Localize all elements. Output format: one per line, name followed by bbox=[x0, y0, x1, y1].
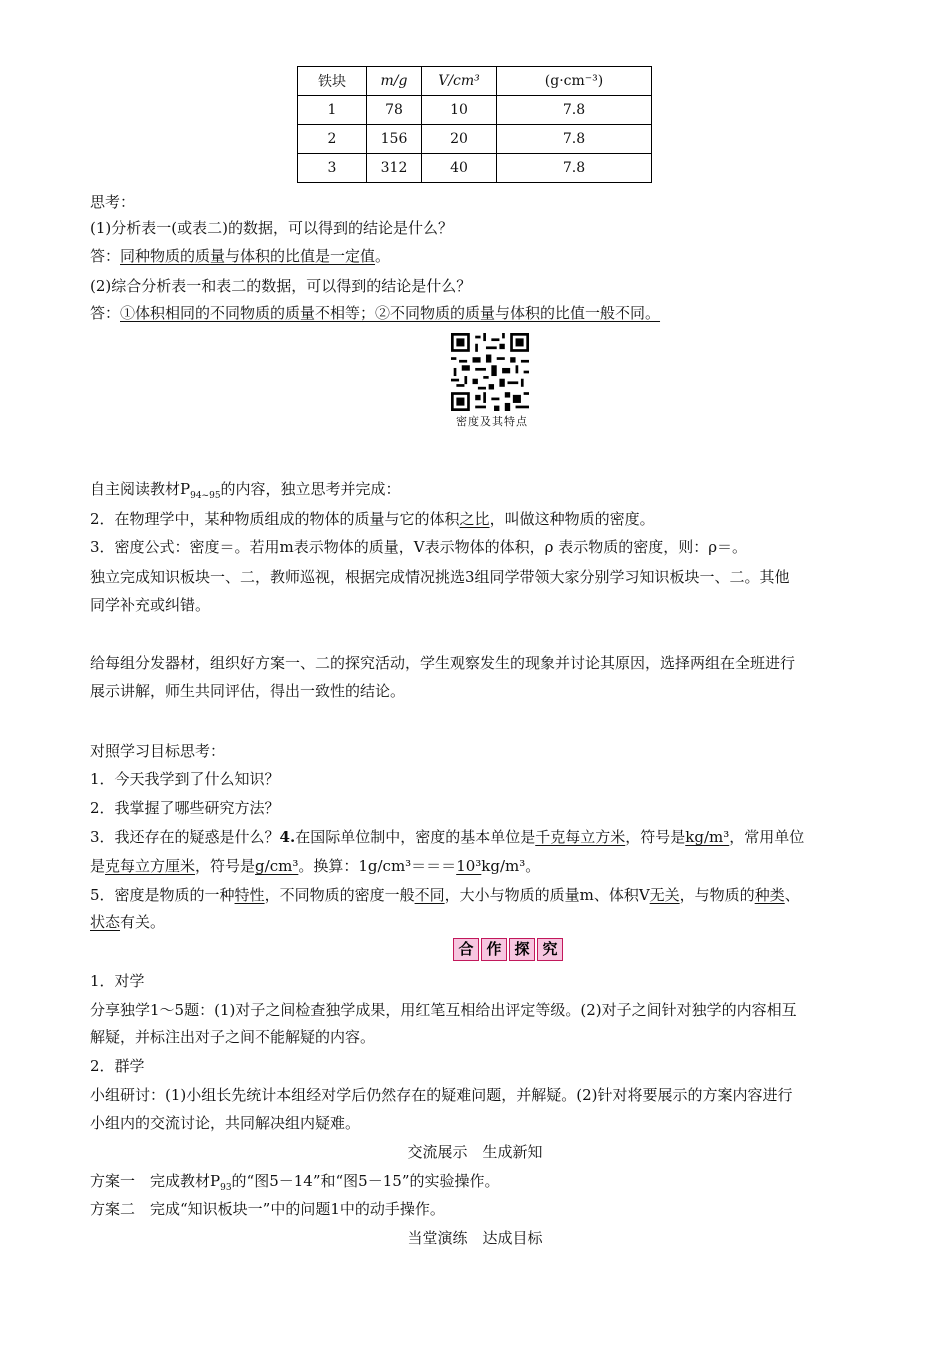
text: ，大小与物质的质量m、体积V bbox=[444, 886, 650, 904]
text: ，不同物质的密度一般 bbox=[264, 886, 415, 904]
table-header-cell: V/cm³ bbox=[422, 67, 497, 96]
reflect-q1: 1．今天我学到了什么知识？ bbox=[90, 770, 280, 788]
answer-prefix: 答： bbox=[90, 304, 121, 322]
table-cell: 1 bbox=[298, 96, 367, 125]
answer-text: 种类 bbox=[754, 886, 785, 904]
text: 是 bbox=[90, 857, 106, 875]
paragraph-1-line-1: 独立完成知识板块一、二，教师巡视，根据完成情况挑选3组同学带领大家分别学习知识板块一、二。其他 bbox=[90, 568, 790, 586]
text: ，常用单位 bbox=[729, 828, 805, 846]
iron-data-table bbox=[297, 66, 652, 183]
table-cell: 40 bbox=[422, 154, 497, 183]
table-row bbox=[298, 125, 652, 154]
text: kg/m³。 bbox=[481, 857, 541, 875]
text: 有关。 bbox=[120, 913, 166, 931]
answer-text: 10³ bbox=[456, 857, 482, 875]
text: 。换算：1g/cm³＝＝＝ bbox=[298, 857, 457, 875]
table-cell: 3 bbox=[298, 154, 367, 183]
badge-char: 作 bbox=[481, 938, 507, 961]
answer-text: ①体积相同的不同物质的质量不相等；②不同物质的质量与体积的比值一般不同。 bbox=[120, 304, 661, 322]
reading-intro: 自主阅读教材$P_{94\sim 95}$的内容，独立思考并完成： bbox=[90, 480, 401, 501]
answer-text: 不同 bbox=[414, 886, 445, 904]
text: 3．我还存在的疑惑是什么？ bbox=[90, 828, 280, 846]
table-cell: 7.8 bbox=[497, 154, 652, 183]
plan-2: 方案二 完成“知识板块一”中的问题1中的动手操作。 bbox=[90, 1200, 445, 1218]
answer-2 bbox=[90, 302, 660, 324]
text: ，符号是 bbox=[195, 857, 256, 875]
answer-text: 千克每立方米 bbox=[535, 828, 626, 846]
text: 、 bbox=[784, 886, 800, 904]
text: ，符号是 bbox=[625, 828, 686, 846]
reflect-q3 bbox=[90, 826, 804, 848]
text: ，叫做这种物质的密度。 bbox=[489, 510, 655, 528]
answer-text: 无关 bbox=[649, 886, 680, 904]
table-header-row bbox=[298, 67, 652, 96]
table-header-cell: (g·cm⁻³) bbox=[497, 67, 652, 96]
answer-text: 之比 bbox=[459, 510, 490, 528]
answer-text: kg/m³ bbox=[685, 828, 730, 846]
table-header-cell: 铁块 bbox=[298, 67, 367, 96]
section-title-practice: 当堂演练 达成目标 bbox=[407, 1229, 543, 1247]
table-row bbox=[298, 96, 652, 125]
coop-step-1-line-2: 解疑，并标注出对子之间不能解疑的内容。 bbox=[90, 1028, 376, 1046]
answer-text: 克每立方厘米 bbox=[105, 857, 196, 875]
question-2: (2)综合分析表一和表二的数据，可以得到的结论是什么？ bbox=[90, 277, 472, 295]
paragraph-2-line-2: 展示讲解，师生共同评估，得出一致性的结论。 bbox=[90, 682, 406, 700]
table-row bbox=[298, 154, 652, 183]
table-cell: 20 bbox=[422, 125, 497, 154]
answer-text: 状态 bbox=[90, 913, 121, 931]
table-cell: 10 bbox=[422, 96, 497, 125]
answer-text: g/cm³ bbox=[255, 857, 299, 875]
table-cell: 7.8 bbox=[497, 125, 652, 154]
answer-text: 特性 bbox=[234, 886, 265, 904]
reflect-q5 bbox=[90, 884, 800, 906]
reflect-heading: 对照学习目标思考： bbox=[90, 742, 226, 760]
coop-step-1: 1．对学 bbox=[90, 972, 145, 990]
badge-char: 探 bbox=[509, 938, 535, 961]
table-header-cell: m/g bbox=[367, 67, 422, 96]
reflect-q2: 2．我掌握了哪些研究方法？ bbox=[90, 799, 280, 817]
answer-text: 同种物质的质量与体积的比值是一定值 bbox=[120, 247, 376, 265]
text: 5．密度是物质的一种 bbox=[90, 886, 235, 904]
paragraph-1-line-2: 同学补充或纠错。 bbox=[90, 596, 211, 614]
text: 在国际单位制中，密度的基本单位是 bbox=[295, 828, 536, 846]
coop-step-2-line-1: 小组研讨：(1)小组长先统计本组经对学后仍然存在的疑难问题，并解疑。(2)针对将要展示的方案内容进行 bbox=[90, 1086, 793, 1104]
answer-suffix: 。 bbox=[375, 247, 391, 265]
qr-caption: 密度及其特点 bbox=[456, 415, 528, 428]
table-cell: 7.8 bbox=[497, 96, 652, 125]
coop-step-2-line-2: 小组内的交流讨论，共同解决组内疑难。 bbox=[90, 1114, 361, 1132]
answer-prefix: 答： bbox=[90, 247, 121, 265]
table-cell: 312 bbox=[367, 154, 422, 183]
plan-1: 方案一 完成教材$P_{93}$的“图5－14”和“图5－15”的实验操作。 bbox=[90, 1172, 500, 1193]
qr-code-icon[interactable] bbox=[451, 333, 529, 411]
reflect-q3-line-2 bbox=[90, 855, 540, 877]
table-cell: 78 bbox=[367, 96, 422, 125]
table-cell: 156 bbox=[367, 125, 422, 154]
section-title-exchange: 交流展示 生成新知 bbox=[407, 1143, 543, 1161]
table-cell: 2 bbox=[298, 125, 367, 154]
text: ，与物质的 bbox=[679, 886, 755, 904]
think-heading: 思考： bbox=[90, 193, 136, 211]
paragraph-2-line-1: 给每组分发器材，组织好方案一、二的探究活动，学生观察发生的现象并讨论其原因，选择两组在全班进行 bbox=[90, 654, 796, 672]
reading-item-3: 3．密度公式：密度＝。若用m表示物体的质量，V表示物体的体积，ρ 表示物质的密度，则：ρ＝。 bbox=[90, 538, 748, 556]
coop-step-2: 2．群学 bbox=[90, 1057, 145, 1075]
question-1: (1)分析表一(或表二)的数据，可以得到的结论是什么？ bbox=[90, 219, 453, 237]
coop-step-1-line-1: 分享独学1～5题：(1)对子之间检查独学成果，用红笔互相给出评定等级。(2)对子之间针对独学的内容相互 bbox=[90, 1001, 797, 1019]
text: 4. bbox=[279, 828, 296, 846]
badge-char: 究 bbox=[537, 938, 563, 961]
section-badge-cooperative-inquiry bbox=[453, 938, 565, 961]
answer-1 bbox=[90, 245, 390, 267]
reading-item-2 bbox=[90, 508, 655, 530]
reflect-q5-line-2 bbox=[90, 911, 165, 933]
text: 2．在物理学中，某种物质组成的物体的质量与它的体积 bbox=[90, 510, 460, 528]
badge-char: 合 bbox=[453, 938, 479, 961]
